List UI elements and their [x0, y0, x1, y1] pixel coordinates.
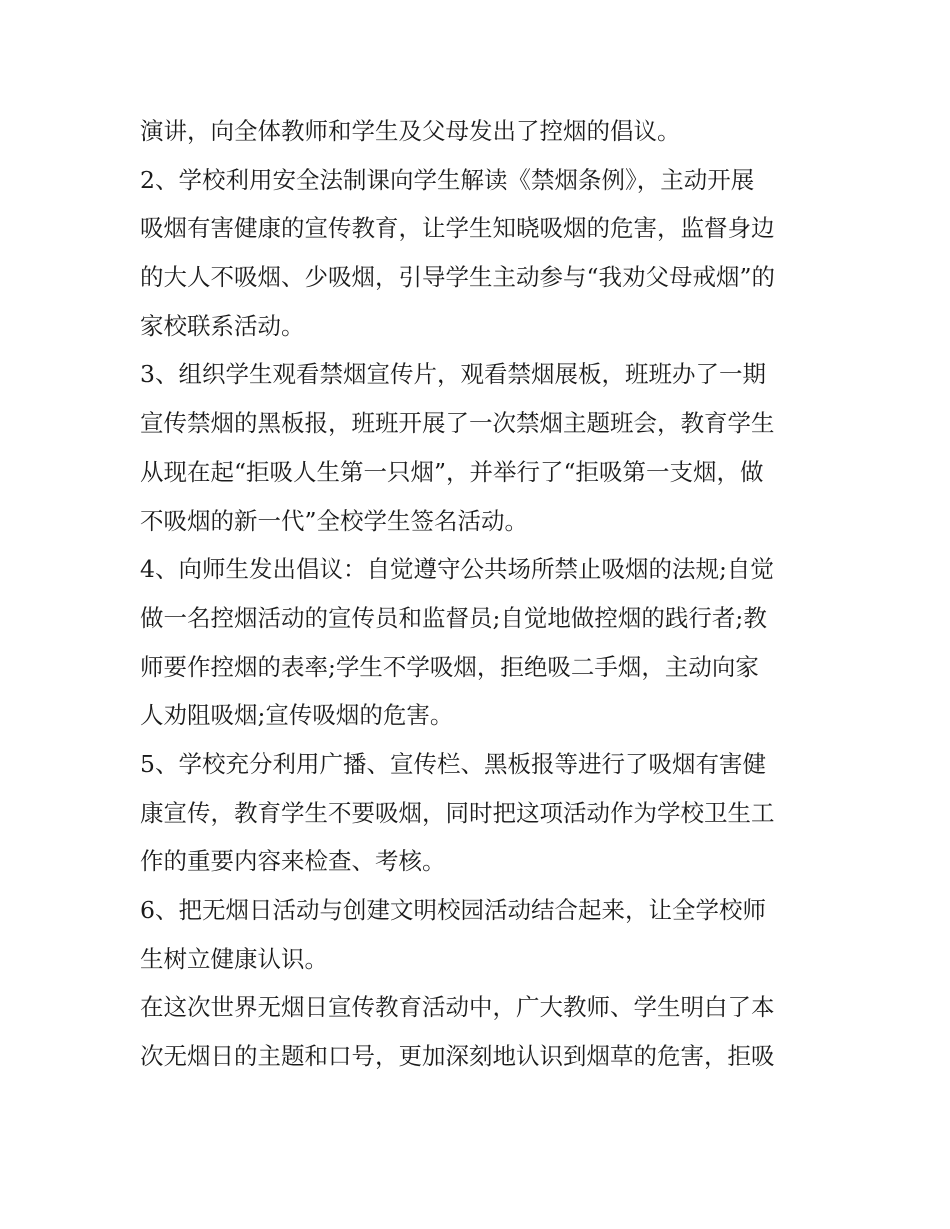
text-line: 生树立健康认识。 — [140, 944, 328, 973]
text-line: 吸烟有害健康的宣传教育，让学生知晓吸烟的危害，监督身边 — [140, 214, 775, 243]
text-line: 人劝阻吸烟;宣传吸烟的危害。 — [140, 701, 454, 730]
text-line: 做一名控烟活动的宣传员和监督员;自觉地做控烟的践行者;教 — [140, 603, 767, 632]
text-line: 师要作控烟的表率;学生不学吸烟，拒绝吸二手烟，主动向家 — [140, 652, 759, 681]
text-line: 4、向师生发出倡议：自觉遵守公共场所禁止吸烟的法规;自觉 — [140, 555, 774, 584]
body-text — [140, 107, 820, 1081]
text-line: 康宣传，教育学生不要吸烟，同时把这项活动作为学校卫生工 — [140, 798, 775, 827]
text-line: 5、学校充分利用广播、宣传栏、黑板报等进行了吸烟有害健 — [140, 749, 766, 778]
text-line: 不吸烟的新一代”全校学生签名活动。 — [140, 506, 529, 535]
text-line: 次无烟日的主题和口号，更加深刻地认识到烟草的危害，拒吸 — [140, 1042, 775, 1071]
text-line: 家校联系活动。 — [140, 311, 305, 340]
text-line: 从现在起“拒吸人生第一只烟”，并举行了“拒吸第一支烟，做 — [140, 457, 764, 486]
text-line: 2、学校利用安全法制课向学生解读《禁烟条例》，主动开展 — [140, 165, 755, 194]
text-line: 演讲，向全体教师和学生及父母发出了控烟的倡议。 — [140, 117, 681, 145]
text-line: 作的重要内容来检查、考核。 — [140, 847, 446, 876]
text-line: 的大人不吸烟、少吸烟，引导学生主动参与“我劝父母戒烟”的 — [140, 263, 776, 292]
text-line: 宣传禁烟的黑板报，班班开展了一次禁烟主题班会，教育学生 — [140, 409, 775, 438]
text-line: 6、把无烟日活动与创建文明校园活动结合起来，让全学校师 — [140, 896, 766, 924]
text-line: 在这次世界无烟日宣传教育活动中，广大教师、学生明白了本 — [140, 993, 775, 1022]
text-line: 3、组织学生观看禁烟宣传片，观看禁烟展板，班班办了一期 — [140, 360, 766, 389]
